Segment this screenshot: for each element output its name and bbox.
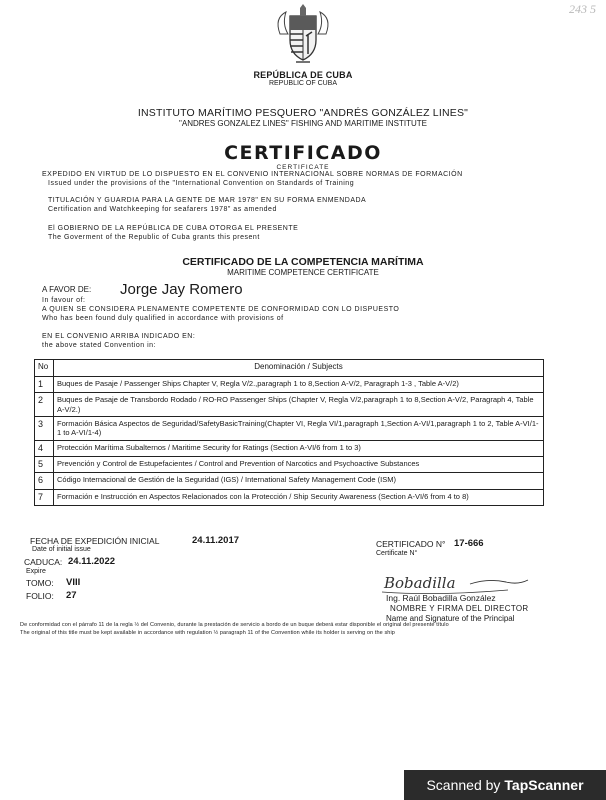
subjects-table xyxy=(34,359,544,506)
footer-note-es: De conformidad con el párrafo 11 de la regla ½ del Convenio, durante la prestación de servicio a bordo de un buque deberá estar disponible el original del presente título xyxy=(20,622,449,628)
scanner-prefix: Scanned by xyxy=(426,777,501,793)
issue-date-label-en: Date of initial issue xyxy=(32,546,91,553)
table-row xyxy=(35,457,544,473)
table-row xyxy=(35,473,544,489)
qualified-text-en: Who has been found duly qualified in accordance with provisions of xyxy=(42,315,284,322)
table-row xyxy=(35,393,544,417)
row-subject: Protección Marítima Subalternos / Maritime Security for Ratings (Section A-VI/6 from 1 to 3) xyxy=(54,440,544,456)
titulation-text-en: Certification and Watchkeeping for seafarers 1978" as amended xyxy=(48,206,277,213)
issue-date-value: 24.11.2017 xyxy=(192,535,240,546)
scanner-watermark-badge xyxy=(404,770,606,800)
convention-text-en: the above stated Convention in: xyxy=(42,342,156,349)
expire-label: CADUCA: xyxy=(24,557,63,567)
table-row xyxy=(35,417,544,441)
expire-value: 24.11.2022 xyxy=(68,556,116,567)
tomo-label: TOMO: xyxy=(26,578,54,588)
holder-name: Jorge Jay Romero xyxy=(120,281,243,298)
republic-heading: REPÚBLICA DE CUBA xyxy=(253,70,353,80)
signatory-title-en: Name and Signature of the Principal xyxy=(386,614,515,623)
favor-label: A FAVOR DE: xyxy=(42,285,92,294)
issued-text-en: Issued under the provisions of the "International Convention on Standards of Training xyxy=(48,180,355,187)
row-number: 4 xyxy=(35,440,54,456)
certificate-subtitle: CERTIFICATE xyxy=(276,164,330,171)
competence-title: CERTIFICADO DE LA COMPETENCIA MARÍTIMA xyxy=(182,256,424,268)
issued-text-es: EXPEDIDO EN VIRTUD DE LO DISPUESTO EN EL CONVENIO INTERNACIONAL SOBRE NORMAS DE FORMACIÓN xyxy=(42,171,463,178)
signatory-name: Ing. Raúl Bobadilla González xyxy=(386,593,496,603)
government-text-en: The Goverment of the Republic of Cuba grants this present xyxy=(48,234,260,241)
coat-of-arms-emblem xyxy=(270,4,336,66)
folio-value: 27 xyxy=(66,590,77,601)
table-row xyxy=(35,489,544,505)
row-subject: Formación e Instrucción en Aspectos Relacionados con la Protección / Ship Security Awareness (Section A-VI/6 from 4 to 8) xyxy=(54,489,544,505)
certificate-number-label-en: Certificate N° xyxy=(376,550,418,557)
table-row xyxy=(35,377,544,393)
certificate-number-value: 17-666 xyxy=(454,538,484,549)
institute-name: INSTITUTO MARÍTIMO PESQUERO "ANDRÉS GONZÁLEZ LINES" xyxy=(137,107,469,119)
footer-note-en: The original of this title must be kept available in accordance with regulation ½ paragraph 11 of the Convention while its holder is serving on the ship xyxy=(20,630,395,636)
scanner-brand: TapScanner xyxy=(504,777,584,793)
signature-scribble: Bobadilla xyxy=(384,574,456,592)
certificate-number-label: CERTIFICADO N° xyxy=(376,539,446,549)
certificate-title: CERTIFICADO xyxy=(224,142,382,164)
institute-name-en: "ANDRES GONZALEZ LINES" FISHING AND MARITIME INSTITUTE xyxy=(179,119,427,128)
qualified-text-es: A QUIEN SE CONSIDERA PLENAMENTE COMPETENTE DE CONFORMIDAD CON LO DISPUESTO xyxy=(42,306,400,313)
row-number: 5 xyxy=(35,457,54,473)
column-header-no: No xyxy=(35,360,54,377)
expire-label-en: Expire xyxy=(26,568,46,575)
row-subject: Código Internacional de Gestión de la Seguridad (IGS) / International Safety Management Code (ISM) xyxy=(54,473,544,489)
column-header-subject: Denominación / Subjects xyxy=(54,360,544,377)
row-number: 1 xyxy=(35,377,54,393)
row-number: 2 xyxy=(35,393,54,417)
tomo-value: VIII xyxy=(66,577,81,588)
convention-text-es: EN EL CONVENIO ARRIBA INDICADO EN: xyxy=(42,333,196,340)
row-subject: Buques de Pasaje / Passenger Ships Chapter V, Regla V/2.,paragraph 1 to 8,Section A-V/2, Paragraph 1-3 , Table A-V/2) xyxy=(54,377,544,393)
row-number: 3 xyxy=(35,417,54,441)
table-header-row xyxy=(35,360,544,377)
row-subject: Formación Básica Aspectos de Seguridad/SafetyBasicTraining(Chapter VI, Regla VI/1,paragraph 1,Section A-VI/1,paragraph 1 to 2, Table A-VI/1-1 to A-VI/1-4) xyxy=(54,417,544,441)
row-subject: Prevención y Control de Estupefacientes / Control and Prevention of Narcotics and Psychoactive Substances xyxy=(54,457,544,473)
competence-subtitle: MARITIME COMPETENCE CERTIFICATE xyxy=(227,268,379,277)
issue-date-label: FECHA DE EXPEDICIÓN INICIAL xyxy=(30,536,160,546)
row-number: 6 xyxy=(35,473,54,489)
table-row xyxy=(35,440,544,456)
row-number: 7 xyxy=(35,489,54,505)
row-subject: Buques de Pasaje de Transbordo Rodado / RO-RO Passenger Ships (Chapter V, Regla V/2,paragraph 1 to 8,Section A-V/2, Paragraph 4, Table A-V/2.) xyxy=(54,393,544,417)
corner-note: 243 5 xyxy=(569,2,596,16)
folio-label: FOLIO: xyxy=(26,591,54,601)
favor-label-en: In favour of: xyxy=(42,297,86,304)
government-text-es: El GOBIERNO DE LA REPÚBLICA DE CUBA OTORGA EL PRESENTE xyxy=(48,225,299,232)
signatory-title-es: NOMBRE Y FIRMA DEL DIRECTOR xyxy=(390,604,529,613)
titulation-text-es: TITULACIÓN Y GUARDIA PARA LA GENTE DE MAR 1978" EN SU FORMA ENMENDADA xyxy=(48,197,367,204)
republic-heading-en: REPUBLIC OF CUBA xyxy=(268,80,338,87)
